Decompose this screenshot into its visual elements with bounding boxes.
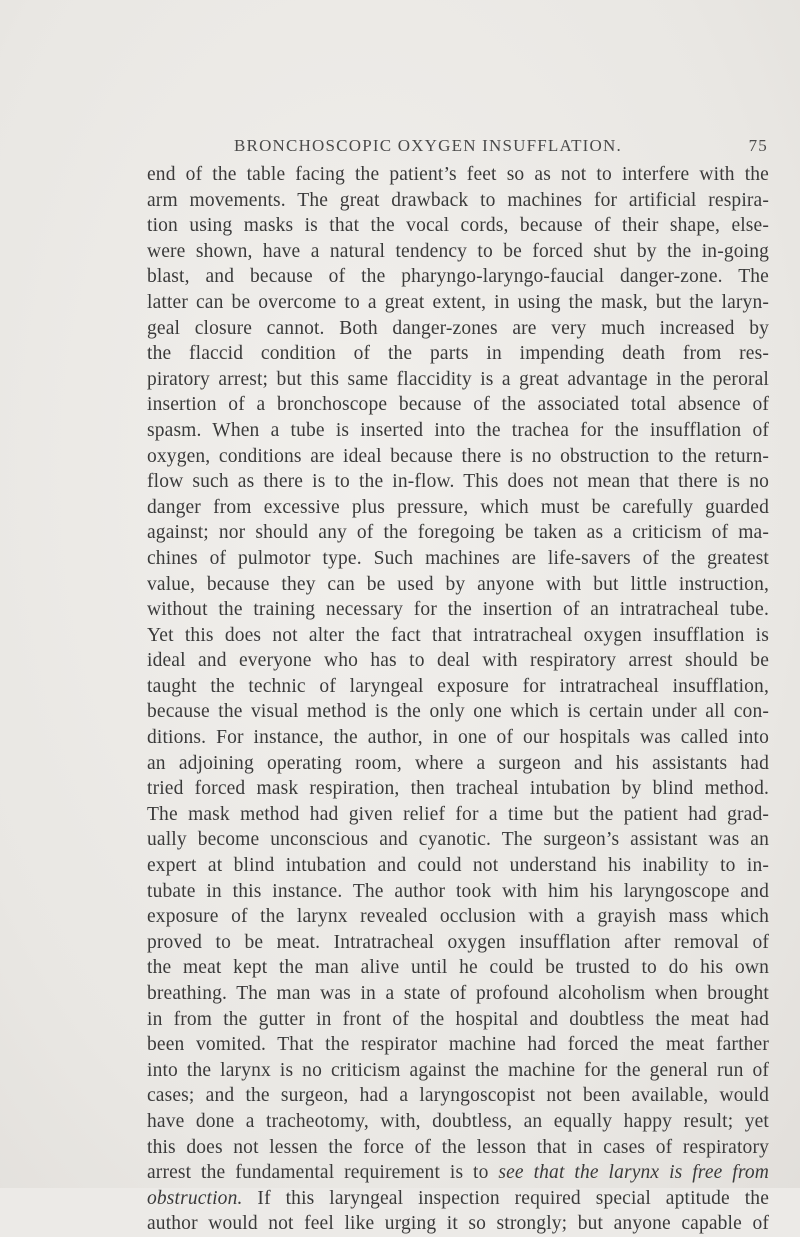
text-line: insertion of a bronchoscope because of the associated total absence of (147, 394, 769, 416)
text-line: blast, and because of the pharyngo-laryngo-faucial danger-zone. The (147, 266, 769, 288)
text-line: exposure of the larynx revealed occlusion with a grayish mass which (147, 906, 769, 928)
text-line: into the larynx is no criticism against the machine for the general run of (147, 1059, 769, 1081)
text-line: taught the technic of laryngeal exposure for intratracheal insufflation, (147, 675, 769, 697)
text-line: been vomited. That the respirator machine had forced the meat farther (147, 1034, 769, 1056)
running-title: BRONCHOSCOPIC OXYGEN INSUFFLATION. (234, 136, 622, 155)
text-line: ideal and everyone who has to deal with respiratory arrest should be (147, 650, 769, 672)
text-line: because the visual method is the only one which is certain under all con- (147, 701, 769, 723)
text-line: The mask method had given relief for a time but the patient had grad- (147, 803, 769, 825)
text-line: without the training necessary for the insertion of an intratracheal tube. (147, 599, 769, 621)
text-line: the meat kept the man alive until he could be trusted to do his own (147, 957, 769, 979)
text-line: oxygen, conditions are ideal because there is no obstruction to the return- (147, 445, 769, 467)
text-segment: arrest the fundamental requirement is to (147, 1162, 499, 1184)
text-line: piratory arrest; but this same flaccidity is a great advantage in the peroral (147, 368, 769, 390)
text-line: proved to be meat. Intratracheal oxygen insufflation after removal of (147, 931, 769, 953)
text-line: expert at blind intubation and could not understand his inability to in- (147, 855, 769, 877)
text-line: Yet this does not alter the fact that intratracheal oxygen insufflation is (147, 624, 769, 646)
text-line: end of the table facing the patient’s feet so as not to interfere with the (147, 164, 769, 185)
text-line: breathing. The man was in a state of profound alcoholism when brought (147, 983, 769, 1004)
text-line: ditions. For instance, the author, in one of our hospitals was called into (147, 727, 769, 749)
italic-segment: see that the larynx is free from (498, 1162, 770, 1184)
text-line: flow such as there is to the in-flow. This does not mean that there is no (147, 471, 769, 493)
text-line: geal closure cannot. Both danger-zones are very much increased by (147, 317, 769, 339)
text-line: tubate in this instance. The author took with him his laryngoscope and (147, 880, 769, 902)
text-line: cases; and the surgeon, had a laryngoscopist not been available, would (147, 1085, 769, 1107)
text-line: value, because they can be used by anyone with but little instruction, (147, 573, 769, 595)
text-line: danger from excessive plus pressure, which must be carefully guarded (147, 496, 769, 518)
italic-segment: obstruction. (147, 1187, 243, 1209)
text-line: ually become unconscious and cyanotic. The surgeon’s assistant was an (147, 829, 769, 851)
running-head (234, 136, 768, 160)
text-line-with-italic (147, 1186, 769, 1212)
body-paragraph (147, 162, 769, 1237)
page-number: 75 (748, 136, 768, 155)
text-line: tried forced mask respiration, then tracheal intubation by blind method. (147, 778, 769, 800)
text-line: latter can be overcome to a great extent, in using the mask, but the laryn- (147, 291, 769, 313)
text-line: author would not feel like urging it so strongly; but anyone capable of (147, 1213, 769, 1235)
text-line: this does not lessen the force of the lesson that in cases of respiratory (147, 1136, 769, 1158)
text-line: have done a tracheotomy, with, doubtless, an equally happy result; yet (147, 1110, 769, 1132)
text-line: arm movements. The great drawback to machines for artificial respira- (147, 189, 769, 211)
text-line: an adjoining operating room, where a surgeon and his assistants had (147, 752, 769, 774)
text-line: in from the gutter in front of the hospital and doubtless the meat had (147, 1008, 769, 1030)
text-line: spasm. When a tube is inserted into the trachea for the insufflation of (147, 419, 769, 441)
text-line: tion using masks is that the vocal cords, because of their shape, else- (147, 215, 769, 237)
text-line: against; nor should any of the foregoing be taken as a criticism of ma- (147, 522, 769, 544)
text-line: were shown, have a natural tendency to be forced shut by the in-going (147, 240, 769, 262)
text-line: the flaccid condition of the parts in impending death from res- (147, 343, 769, 365)
text-segment: If this laryngeal inspection required special aptitude the (242, 1187, 769, 1209)
text-line: chines of pulmotor type. Such machines are life-savers of the greatest (147, 547, 769, 569)
text-line-with-italic (147, 1160, 769, 1186)
